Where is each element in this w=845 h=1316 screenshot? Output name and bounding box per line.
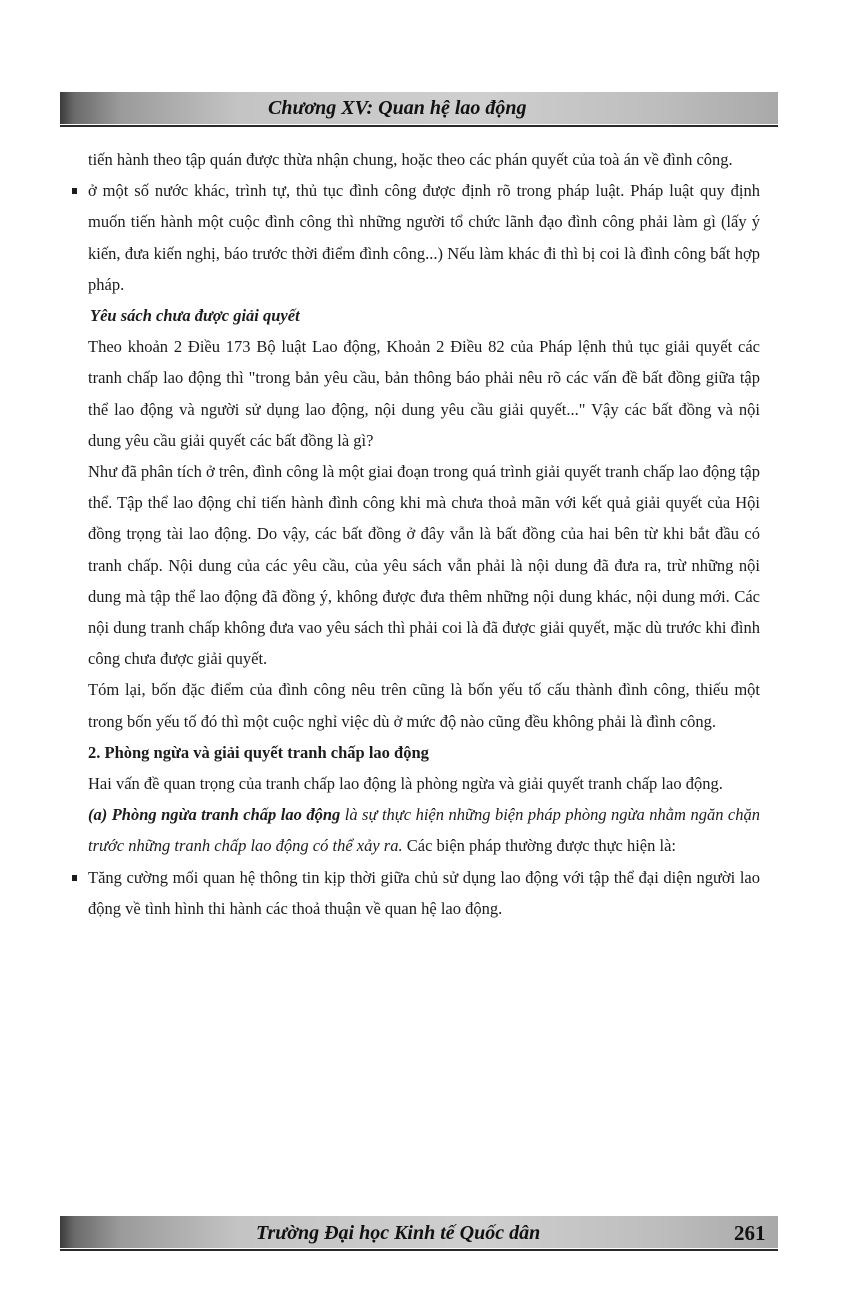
footer-title: Trường Đại học Kinh tế Quốc dân: [256, 1222, 541, 1244]
paragraph: Như đã phân tích ở trên, đình công là một giai đoạn trong quá trình giải quyết tranh chấp lao động tập thể. Tập thể lao động chỉ tiến hành đình công khi mà chưa thoả mãn với kết quả giải quyết của Hội đồng trọng tài lao động. Do vậy, các bất đồng ở đây vẫn là bất đồng của hai bên từ khi bắt đầu có tranh chấp. Nội dung của các yêu cầu, của yêu sách vẫn phải là nội dung đã đưa ra, trừ những nội dung mà tập thể lao động đã đồng ý, không được đưa thêm những nội dung khác, nội dung mới. Các nội dung tranh chấp không đưa vao yêu sách thì phải coi là đã được giải quyết, mặc dù trước khi đình công chưa được giải quyết.: [88, 462, 761, 669]
page-number: 261: [734, 1221, 766, 1245]
paragraph: Hai vấn đề quan trọng của tranh chấp lao động là phòng ngừa và giải quyết tranh chấp lao động.: [88, 774, 723, 794]
page-body: [88, 144, 760, 924]
sub-paragraph: [88, 799, 760, 861]
paragraph: Tóm lại, bốn đặc điểm của đình công nêu trên cũng là bốn yếu tố cấu thành đình công, thiếu một trong bốn yếu tố đó thì một cuộc nghỉ việc dù ở mức độ nào cũng đều không phải là đình công.: [88, 680, 760, 731]
paragraph: Theo khoản 2 Điều 173 Bộ luật Lao động, Khoản 2 Điều 82 của Pháp lệnh thủ tục giải quyết các tranh chấp lao động thì "trong bản yêu cầu, bản thông báo phải nêu rõ các vấn đề bất đồng giữa tập thể lao động và người sử dụng lao động, nội dung yêu cầu giải quyết..." Vậy các bất đồng và nội dung yêu cầu giải quyết các bất đồng là gì?: [88, 337, 760, 450]
sub-heading: (a) Phòng ngừa tranh chấp lao động: [88, 805, 341, 825]
bullet-paragraph: ở một số nước khác, trình tự, thủ tục đình công được định rõ trong pháp luật. Pháp luật quy định muốn tiến hành một cuộc đình công thì những người tổ chức lãnh đạo đình công phải làm gì (lấy ý kiến, đưa kiến nghị, báo trước thời điểm đình công...) Nếu làm khác đi thì bị coi là đình công bất hợp pháp.: [88, 175, 760, 300]
sub-text: Các biện pháp thường được thực hiện là:: [402, 836, 676, 856]
chapter-title: Chương XV: Quan hệ lao động: [268, 97, 527, 119]
section-heading: Yêu sách chưa được giải quyết: [90, 306, 300, 326]
section-heading: 2. Phòng ngừa và giải quyết tranh chấp lao động: [88, 742, 429, 762]
paragraph: tiến hành theo tập quán được thừa nhận chung, hoặc theo các phán quyết của toà án về đình công.: [88, 150, 733, 169]
bullet-paragraph: Tăng cường mối quan hệ thông tin kịp thời giữa chủ sử dụng lao động với tập thể đại diện người lao động về tình hình thi hành các thoả thuận về quan hệ lao động.: [88, 862, 760, 924]
sub-definition: là sự thực hiện những biện pháp phòng ngừa nhằm ngăn chặn trước những tranh chấp lao động có thể xảy ra.: [88, 805, 760, 856]
